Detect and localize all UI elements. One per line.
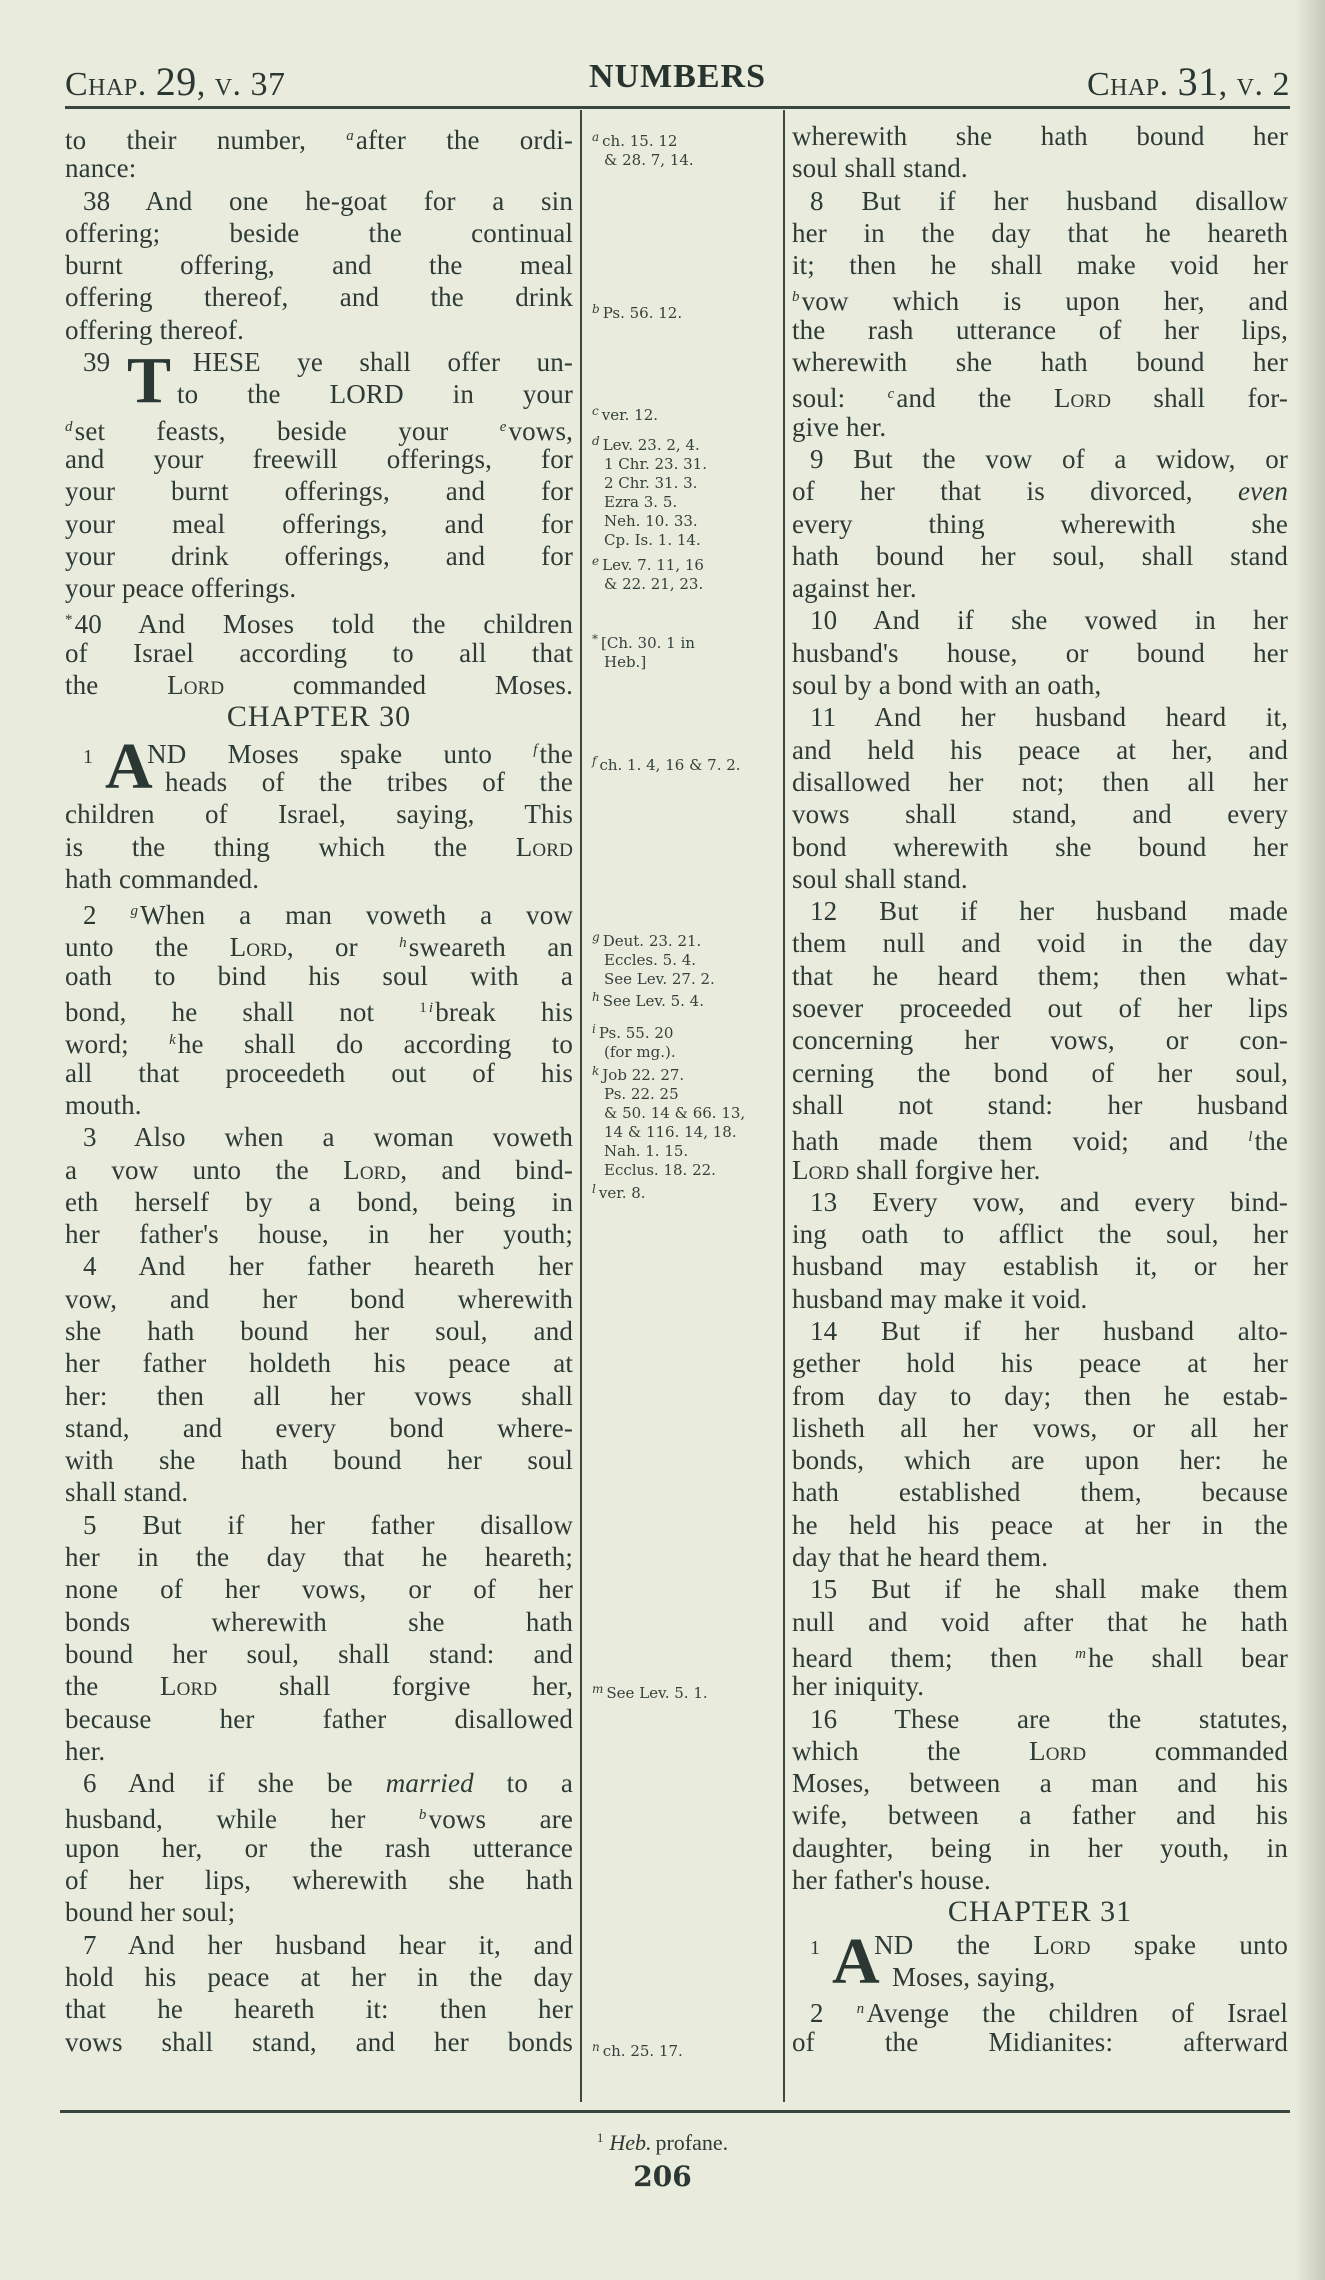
text-line: her father's house. [792,1865,991,1896]
footer-rule [60,2110,1290,2113]
text-line: husband, while her $^b$vows are [65,1804,574,1835]
cross-reference-marker[interactable]: b [792,289,800,306]
text-line: against her. [792,573,917,604]
text-line: she hath bound her soul, and [65,1315,573,1346]
cross-ref-k[interactable]: $^k$ Job 22. 27. Ps. 22. 25 & 50. 14 & 66. 13, 14 & 116. 14, 18. Nah. 1. 15. Ecclus. 18. 22. [592,1064,746,1179]
column-divider [783,110,785,2102]
cross-reference-marker[interactable]: e [499,418,507,435]
text-line: concerning her vows, or con- [792,1025,1288,1056]
text-line: of Israel according to all that [65,637,573,668]
text-line: offering; beside the continual [65,217,573,248]
text-line: soul: $^c$and the Lord shall for- [792,383,1289,414]
text-line: your meal offerings, and for [65,508,573,539]
text-line: word; $^k$he shall do according to [65,1029,573,1060]
verse-11: 11 And her husband heard it, [810,702,1288,733]
page-edge-shadow [1295,0,1325,2280]
cross-reference-marker[interactable]: a [346,128,354,144]
verse-38: 38 And one he-goat for a sin [83,185,573,216]
verse-2: 2 $^n$Avenge the children of Israel [810,1998,1288,2029]
running-header [65,58,1290,102]
text-line: husband's house, or bound her [792,637,1288,668]
text-line: her. [65,1735,106,1766]
cross-reference-marker[interactable]: h [399,935,407,952]
verse-7: 7 And her husband hear it, and [83,1929,573,1960]
text-line: wife, between a father and his [792,1800,1288,1831]
text-line: bound her soul, shall stand: and [65,1638,573,1669]
footnote-marker[interactable]: 1 [419,1000,427,1017]
text-line: her father's house, in her youth; [65,1219,573,1250]
text-line: heard them; then $^m$he shall bear [792,1642,1288,1673]
verse-15: 15 But if he shall make them [810,1574,1288,1605]
drop-cap: A [832,1924,880,1998]
cross-ref-a[interactable]: $^a$ ch. 15. 12 & 28. 7, 14. [592,130,694,169]
text-line: from day to day; then he estab- [792,1380,1288,1411]
text-line: hath commanded. [65,863,260,894]
cross-reference-marker[interactable]: b [418,1807,427,1824]
text-line: that he heareth it: then her [65,1994,573,2025]
text-line: hath bound her soul, shall stand [792,540,1288,571]
header-verse: , v. 37 [196,66,286,103]
text-line: of her lips, wherewith she hath [65,1865,573,1896]
text-line: that he heard them; then what- [792,960,1288,991]
text-line: to the LORD in your [177,379,573,410]
text-line: a vow unto the Lord, and bind- [65,1154,573,1185]
text-line: because her father disallowed [65,1703,573,1734]
text-line: day that he heard them. [792,1542,1049,1573]
text-line: hold his peace at her in the day [65,1961,573,1992]
cross-reference-marker[interactable]: f [533,741,538,758]
text-line: soul by a bond with an oath, [792,670,1102,701]
header-verse: , v. 2 [1218,66,1290,103]
text-line: bound her soul; [65,1897,236,1928]
text-line: and your freewill offerings, for [65,443,573,474]
text-line: children of Israel, saying, This [65,799,573,830]
cross-reference-marker[interactable]: k [169,1032,176,1049]
text-line: lisheth all her vows, or all her [792,1412,1288,1443]
cross-ref-g[interactable]: $^g$ Deut. 23. 21. Eccles. 5. 4. See Lev. 27. 2. [592,930,715,988]
text-line: bonds wherewith she hath [65,1606,573,1637]
text-line: ing oath to afflict the soul, her [792,1219,1288,1250]
text-line: it; then he shall make void her [792,250,1288,281]
text-line: husband may make it void. [792,1283,1088,1314]
verse-13: 13 Every vow, and every bind- [810,1186,1288,1217]
text-line: every thing wherewith she [792,508,1288,539]
text-line: bond wherewith she bound her [792,831,1288,862]
text-line: all that proceedeth out of his [65,1057,573,1088]
verse-1: 1 A ND the Lord spake unto [810,1924,1288,1998]
text-line: the rash utterance of her lips, [792,314,1288,345]
text-line: cerning the bond of her soul, [792,1057,1288,1088]
text-line: mouth. [65,1089,142,1120]
text-line: her in the day that he heareth [792,217,1288,248]
text-line: her: then all her vows shall [65,1380,573,1411]
verse-1: 1 A ND Moses spake unto $^f$the [83,729,573,803]
text-line: eth herself by a bond, being in [65,1186,573,1217]
text-line: wherewith she hath bound her [792,347,1288,378]
verse-10: 10 And if she vowed in her [810,605,1288,636]
text-line: your burnt offerings, and for [65,476,573,507]
cross-ref-e[interactable]: $^e$ Lev. 7. 11, 16 & 22. 21, 23. [592,554,704,593]
text-line: with she hath bound her soul [65,1445,573,1476]
column-divider [580,110,582,2102]
cross-ref-m[interactable]: $^m$ See Lev. 5. 1. [592,1682,708,1702]
verse-4: 4 And her father heareth her [83,1251,573,1282]
text-line: disallowed her not; then all her [792,766,1288,797]
footnote: $^1$ Heb. profane. [596,2130,729,2155]
text-line: of the Midianites: afterward [792,2026,1288,2057]
drop-cap: T [127,344,172,418]
text-line: her father holdeth his peace at [65,1348,573,1379]
text-line: soul shall stand. [792,863,968,894]
text-line: soul shall stand. [792,153,968,184]
text-line: shall stand. [65,1477,189,1508]
verse-16: 16 These are the statutes, [810,1703,1288,1734]
text-line: her iniquity. [792,1671,925,1702]
text-line: which the Lord commanded [792,1735,1289,1766]
cross-ref-i[interactable]: $^i$ Ps. 55. 20 (for mg.). [592,1022,676,1061]
verse-5: 5 But if her father disallow [83,1509,573,1540]
cross-ref-h[interactable]: $^h$ See Lev. 5. 4. [592,990,704,1010]
text-line: hath established them, because [792,1477,1288,1508]
text-line: shall not stand: her husband [792,1089,1288,1120]
cross-ref-l[interactable]: $^l$ ver. 8. [592,1182,646,1202]
text-line: heads of the tribes of the [165,766,573,797]
text-line: nance: [65,153,137,184]
text-line: wherewith she hath bound her [792,121,1288,151]
text-line: and held his peace at her, and [792,734,1288,765]
text-line: to their number, $^a$after the ordi- [65,125,574,155]
cross-reference-marker[interactable]: n [856,2001,865,2018]
cross-ref-b[interactable]: $^b$ Ps. 56. 12. [592,302,683,322]
chapter-heading-30: CHAPTER 30 [226,700,412,734]
cross-reference-marker[interactable]: l [1248,1129,1253,1146]
text-line: bonds, which are upon her: he [792,1445,1288,1476]
text-line: none of her vows, or of her [65,1574,573,1605]
text-line: of her that is divorced, even [792,476,1289,507]
header-chapter-number: 29 [155,59,197,104]
verse-9: 9 But the vow of a widow, or [810,443,1288,474]
text-line: vows shall stand, and every [792,799,1288,830]
text-line: vow, and her bond wherewith [65,1283,573,1314]
text-line: oath to bind his soul with a [65,960,573,991]
text-line: upon her, or the rash utterance [65,1832,573,1863]
cross-ref-d[interactable]: $^d$ Lev. 23. 2, 4. 1 Chr. 23. 31. 2 Chr. 31. 3. Ezra 3. 5. Neh. 10. 33. Cp. Is. 1. 14. [592,434,707,549]
cross-ref-f[interactable]: $^f$ ch. 1. 4, 16 & 7. 2. [592,754,741,774]
text-line: $^d$set feasts, beside your $^e$vows, [65,415,574,446]
cross-reference-marker[interactable]: i [428,1000,434,1017]
verse-12: 12 But if her husband made [810,896,1288,927]
text-line: the Lord commanded Moses. [65,670,573,701]
text-line: Lord shall forgive her. [792,1154,1041,1185]
cross-reference-marker[interactable]: d [65,418,73,435]
footnote-marker: 1 [596,2130,604,2145]
drop-cap: A [105,729,153,803]
page-number: 206 [633,2160,692,2193]
text-line: gether hold his peace at her [792,1348,1288,1379]
asterisk-marker[interactable]: * [65,612,73,629]
cross-ref-n[interactable]: $^n$ ch. 25. 17. [592,2040,683,2060]
text-line: your peace offerings. [65,573,297,604]
verse-3: 3 Also when a woman voweth [83,1122,573,1153]
text-line: soever proceeded out of her lips [792,993,1288,1024]
verse-40: *40 And Moses told the children [65,609,573,640]
cross-reference-marker[interactable]: c [887,386,895,403]
text-line: give her. [792,411,887,442]
text-line: offering thereof, and the drink [65,282,573,313]
text-line: unto the Lord, or $^h$sweareth an [65,932,574,963]
text-line: your drink offerings, and for [65,540,573,571]
right-text-column [792,120,1288,2058]
text-line: her in the day that he heareth; [65,1542,573,1573]
header-chap-label: Chap. [1086,66,1169,103]
text-line: is the thing which the Lord [65,831,573,862]
text-line: them null and void in the day [792,928,1288,959]
text-line: burnt offering, and the meal [65,250,573,281]
header-chapter-number: 31 [1177,59,1219,104]
text-line: $^b$vow which is upon her, and [792,286,1288,317]
header-chapter-end [1087,58,1290,105]
text-line: he held his peace at her in the [792,1509,1288,1540]
text-line: Moses, saying, [892,1961,1056,1992]
text-line: the Lord shall forgive her, [65,1671,573,1702]
text-line: bond, he shall not $^1$ $^i$break his [65,997,573,1028]
header-chap-label: Chap. [65,66,147,103]
text-line: offering thereof. [65,314,244,345]
text-line: stand, and every bond where- [65,1412,573,1443]
text-line: Moses, between a man and his [792,1768,1288,1799]
text-line: hath made them void; and $^l$the [792,1126,1288,1157]
text-line: vows shall stand, and her bonds [65,2026,573,2057]
chapter-heading-31: CHAPTER 31 [947,1895,1133,1929]
text-line: null and void after that he hath [792,1606,1288,1637]
header-rule [65,106,1290,109]
verse-2: 2 $^g$When a man voweth a vow [83,900,574,931]
verse-14: 14 But if her husband alto- [810,1315,1288,1346]
cross-ref-c[interactable]: $^c$ ver. 12. [592,404,658,424]
cross-reference-marker[interactable]: m [1075,1645,1087,1662]
verse-6: 6 And if she be married to a [83,1768,574,1799]
text-line: daughter, being in her youth, in [792,1832,1288,1863]
text-line: husband may establish it, or her [792,1251,1288,1282]
cross-reference-marker[interactable]: g [130,903,139,920]
book-title: NUMBERS [588,58,767,95]
left-text-column [65,120,573,2058]
cross-ref-chapter-note[interactable]: * [Ch. 30. 1 in Heb.] [592,632,695,671]
verse-39: 39 T HESE ye shall offer un- [83,344,574,418]
verse-8: 8 But if her husband disallow [810,185,1288,216]
